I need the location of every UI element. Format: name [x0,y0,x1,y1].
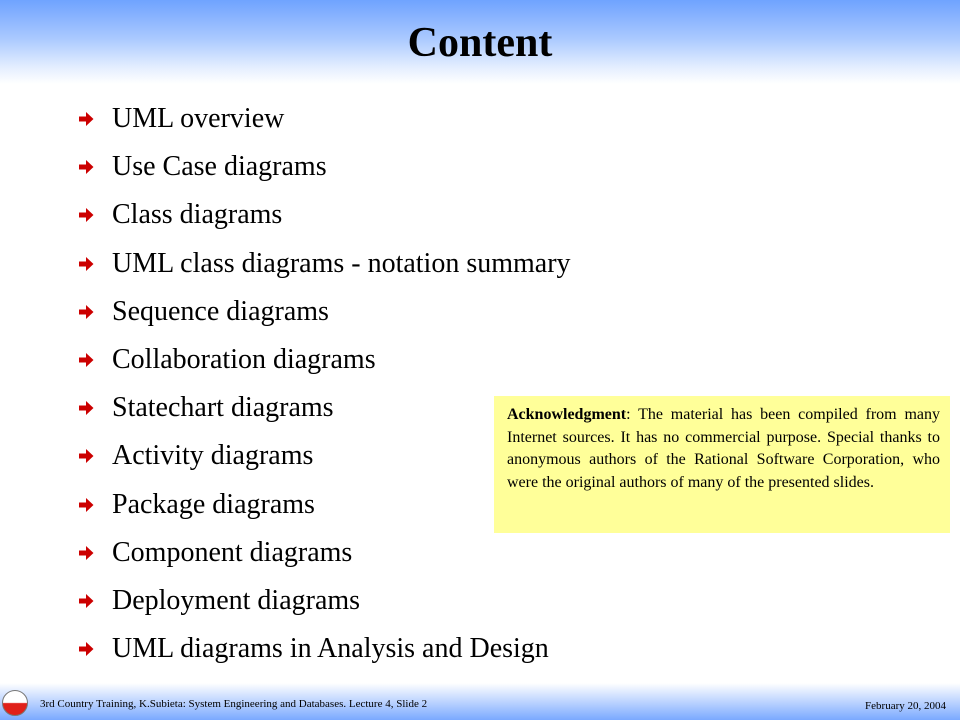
content-list-item-label: UML class diagrams - notation summary [112,247,571,279]
right-arrow-icon [78,400,94,416]
acknowledgment-note [494,396,950,533]
right-arrow-icon [78,448,94,464]
right-arrow-icon [78,256,94,272]
right-arrow-icon [78,641,94,657]
right-arrow-icon [78,207,94,223]
content-list-item-label: Collaboration diagrams [112,344,376,376]
right-arrow-icon [78,111,94,127]
content-list-item [78,240,571,288]
content-list-item-label: Activity diagrams [112,440,314,472]
content-list-item-label: Package diagrams [112,488,315,520]
institution-logo-icon [2,690,28,716]
acknowledgment-label: Acknowledgment [507,406,627,423]
right-arrow-icon [78,352,94,368]
content-list-item [78,191,571,239]
content-list-item [78,143,571,191]
content-list-item [78,577,571,625]
content-list-item-label: Use Case diagrams [112,151,327,183]
right-arrow-icon [78,497,94,513]
content-list-item-label: Sequence diagrams [112,295,329,327]
acknowledgment-text: : The material has been compiled from many Internet sources. It has no commercial purpose. Special thanks to anonymous authors of the Rational Software Corporation, who were the original authors of many of the presented slides. [507,406,940,491]
right-arrow-icon [78,304,94,320]
content-list-item [78,336,571,384]
content-list-item-label: Deployment diagrams [112,584,361,616]
content-list-item [78,95,571,143]
footer-date: February 20, 2004 [865,700,946,712]
slide-title: Content [407,20,553,66]
content-list-item-label: Class diagrams [112,199,283,231]
content-list-item [78,625,571,673]
footer-text: 3rd Country Training, K.Subieta: System Engineering and Databases. Lecture 4, Slide 2 [40,698,428,710]
right-arrow-icon [78,159,94,175]
content-list [78,95,571,673]
right-arrow-icon [78,545,94,561]
content-list-item-label: UML overview [112,103,285,135]
content-list-item-label: Component diagrams [112,536,353,568]
right-arrow-icon [78,593,94,609]
content-list-item [78,288,571,336]
content-list-item-label: UML diagrams in Analysis and Design [112,633,549,665]
content-list-item-label: Statechart diagrams [112,392,334,424]
content-list-item [78,529,571,577]
